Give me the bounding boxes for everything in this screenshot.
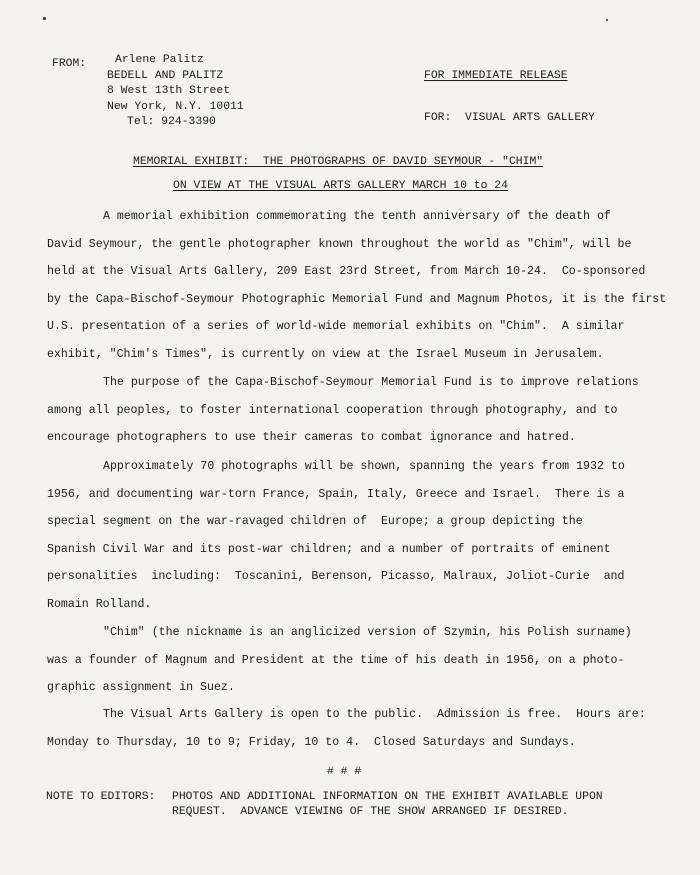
from-label: FROM: (52, 58, 87, 70)
from-company: BEDELL AND PALITZ (107, 69, 224, 82)
paragraph-3-line: personalities including: Toscanini, Berenson, Picasso, Malraux, Joliot-Curie and (47, 570, 625, 584)
paragraph-1-line: A memorial exhibition commemorating the tenth anniversary of the death of (103, 210, 611, 223)
from-city: New York, N.Y. 10011 (107, 100, 244, 113)
end-mark: # # # (327, 766, 362, 778)
from-phone: Tel: 924-3390 (127, 116, 216, 128)
paragraph-4-line: was a founder of Magnum and President at the time of his death in 1956, on a photo- (47, 653, 625, 667)
paragraph-4-line: graphic assignment in Suez. (47, 681, 235, 695)
paper-speck (43, 17, 46, 20)
headline-line-1: MEMORIAL EXHIBIT: THE PHOTOGRAPHS OF DAVID SEYMOUR - "CHIM" (133, 156, 544, 168)
from-address-block (107, 53, 244, 131)
paragraph-3-line: Spanish Civil War and its post-war children; and a number of portraits of eminent (47, 542, 611, 556)
paragraph-4-line: "Chim" (the nickname is an anglicized version of Szymin, his Polish surname) (103, 626, 632, 639)
paper-speck (606, 19, 608, 21)
paragraph-5-line: The Visual Arts Gallery is open to the public. Admission is free. Hours are: (103, 708, 646, 721)
headline-line-2: ON VIEW AT THE VISUAL ARTS GALLERY MARCH 10 to 24 (173, 180, 508, 192)
paragraph-2-line: The purpose of the Capa-Bischof-Seymour Memorial Fund is to improve relations (103, 376, 639, 389)
paragraph-3-line: Romain Rolland. (47, 598, 152, 611)
paragraph-3-line: Approximately 70 photographs will be shown, spanning the years from 1932 to (103, 460, 625, 473)
note-line-1: PHOTOS AND ADDITIONAL INFORMATION ON THE EXHIBIT AVAILABLE UPON (172, 791, 603, 803)
paragraph-1-line: held at the Visual Arts Gallery, 209 East 23rd Street, from March 10-24. Co-sponsored (47, 265, 646, 279)
paragraph-2-line: encourage photographers to use their cameras to combat ignorance and hatred. (47, 431, 576, 445)
from-street: 8 West 13th Street (107, 85, 231, 97)
paragraph-3-line: special segment on the war-ravaged children of Europe; a group depicting the (47, 515, 583, 529)
paragraph-1-line: David Seymour, the gentle photographer known throughout the world as "Chim", will be (47, 237, 632, 251)
note-line-2: REQUEST. ADVANCE VIEWING OF THE SHOW ARRANGED IF DESIRED. (172, 806, 569, 818)
release-immediate: FOR IMMEDIATE RELEASE (424, 70, 568, 82)
from-name: Arlene Palitz (115, 54, 204, 66)
paragraph-3-line: 1956, and documenting war-torn France, Spain, Italy, Greece and Israel. There is a (47, 487, 625, 501)
note-label: NOTE TO EDITORS: (46, 791, 156, 803)
paragraph-1-line: by the Capa-Bischof-Seymour Photographic Memorial Fund and Magnum Photos, it is the first (47, 292, 667, 306)
release-for-line: FOR: VISUAL ARTS GALLERY (424, 112, 595, 124)
paragraph-5-line: Monday to Thursday, 10 to 9; Friday, 10 to 4. Closed Saturdays and Sundays. (47, 735, 576, 749)
paragraph-1-line: U.S. presentation of a series of world-wide memorial exhibits on "Chim". A similar (47, 320, 625, 334)
paragraph-2-line: among all peoples, to foster international cooperation through photography, and to (47, 403, 618, 417)
paragraph-1-line: exhibit, "Chim's Times", is currently on view at the Israel Museum in Jerusalem. (47, 348, 604, 361)
